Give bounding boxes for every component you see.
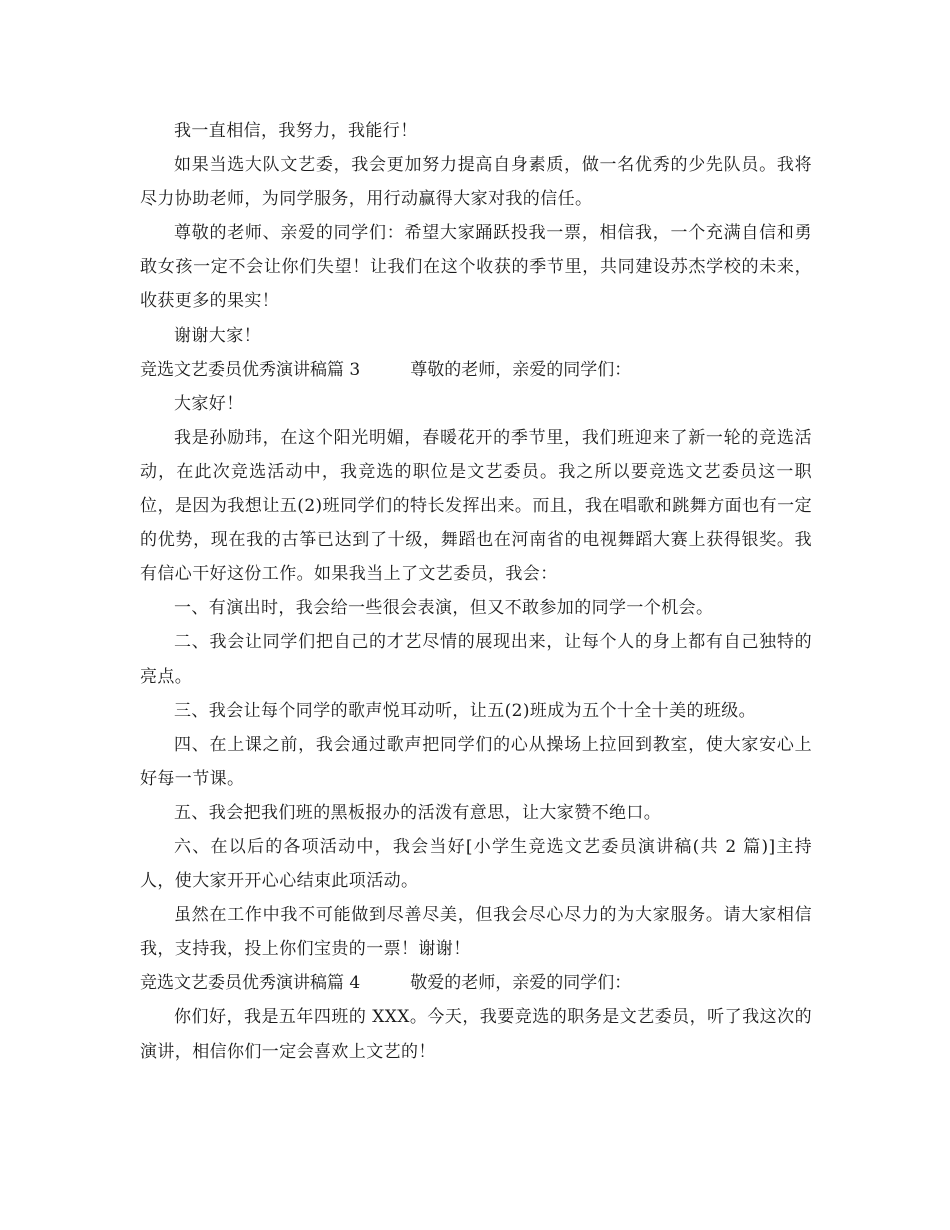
- paragraph: 一、有演出时，我会给一些很会表演，但又不敢参加的同学一个机会。: [174, 598, 714, 619]
- paragraph: 大家好！: [174, 393, 244, 414]
- paragraph: 六、在以后的各项活动中，我会当好[小学生竞选文艺委员演讲稿(共 2 篇)]主持人，使大家开开心心结束此项活动。: [140, 836, 812, 892]
- paragraph: 我一直相信，我努力，我能行！: [174, 121, 418, 141]
- paragraph: 谢谢大家！: [174, 325, 261, 346]
- paragraph: 四、在上课之前，我会通过歌声把同学们的心从操场上拉回到教室，使大家安心上好每一节课。: [140, 734, 812, 789]
- paragraph: 尊敬的老师、亲爱的同学们：希望大家踊跃投我一票，相信我，一个充满自信和勇敢女孩一定不会让你们失望！让我们在这个收获的季节里，共同建设苏杰学校的未来，收获更多的果实！: [140, 223, 812, 312]
- section-heading-3: [140, 353, 812, 387]
- section-salutation: 尊敬的老师，亲爱的同学们：: [410, 359, 632, 380]
- paragraph: 五、我会把我们班的黑板报办的活泼有意思，让大家赞不绝口。: [174, 802, 662, 823]
- paragraph: 你们好，我是五年四班的 XXX。今天，我要竞选的职务是文艺委员，听了我这次的演讲，相信你们一定会喜欢上文艺的！: [140, 1007, 812, 1062]
- section-heading-4: [140, 966, 812, 1000]
- paragraph: 我是孙励玮，在这个阳光明媚，春暖花开的季节里，我们班迎来了新一轮的竞选活动，在此次竞选活动中，我竞选的职位是文艺委员。我之所以要竞选文艺委员这一职位，是因为我想让五(2)班同学们的特长发挥出来。而且，我在唱歌和跳舞方面也有一定的优势，现在我的古筝已达到了十级，舞蹈也在河南省的电视舞蹈大赛上获得银奖。我有信心干好这份工作。如果我当上了文艺委员，我会：: [140, 427, 812, 585]
- paragraph: 虽然在工作中我不可能做到尽善尽美，但我会尽心尽力的为大家服务。请大家相信我，支持我，投上你们宝贵的一票！谢谢！: [140, 905, 812, 960]
- section-title: 竞选文艺委员优秀演讲稿篇 3: [140, 359, 361, 380]
- document-body: [140, 114, 812, 1069]
- section-salutation: 敬爱的老师，亲爱的同学们：: [410, 973, 632, 994]
- section-title: 竞选文艺委员优秀演讲稿篇 4: [140, 973, 361, 994]
- paragraph: 如果当选大队文艺委，我会更加努力提高自身素质，做一名优秀的少先队员。我将尽力协助老师，为同学服务，用行动赢得大家对我的信任。: [140, 155, 812, 210]
- paragraph: 二、我会让同学们把自己的才艺尽情的展现出来，让每个人的身上都有自己独特的亮点。: [140, 632, 812, 687]
- paragraph: 三、我会让每个同学的歌声悦耳动听，让五(2)班成为五个十全十美的班级。: [174, 700, 757, 721]
